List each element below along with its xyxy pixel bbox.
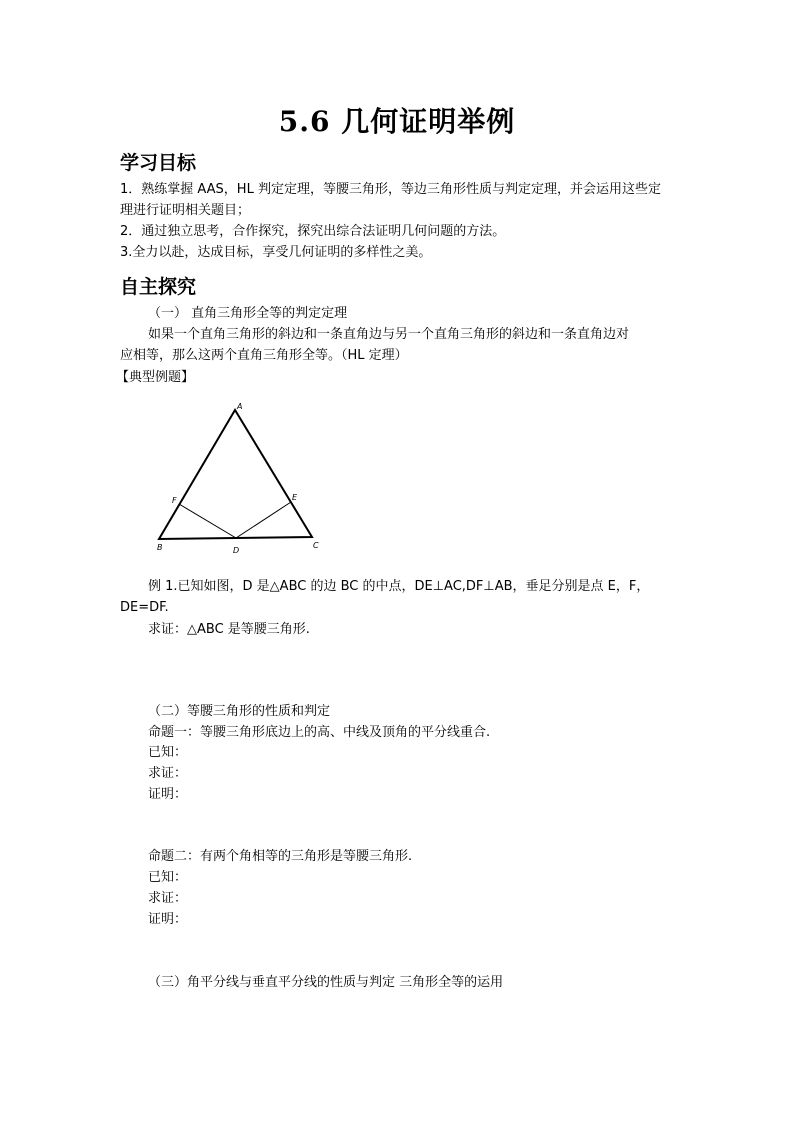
- section-2-title: （二）等腰三角形的性质和判定: [148, 704, 331, 719]
- proposition-2: 命题二：有两个角相等的三角形是等腰三角形.: [148, 849, 413, 864]
- goal-line-1: 1．熟练掌握 AAS，HL 判定定理，等腰三角形，等边三角形性质与判定定理，并会运用这些定: [120, 182, 661, 197]
- prop1-to-prove: 求证：: [148, 766, 188, 781]
- segment-de: [236, 502, 291, 538]
- learning-goals-heading: 学习目标: [120, 152, 197, 174]
- example-1-line-1: 例 1.已知如图，D 是△ABC 的边 BC 的中点，DE⊥AC,DF⊥AB，垂足分别是点 E，F，: [148, 579, 650, 594]
- goal-line-3: 3.全力以赴，达成目标，享受几何证明的多样性之美。: [120, 245, 432, 260]
- proposition-1: 命题一：等腰三角形底边上的高、中线及顶角的平分线重合.: [148, 725, 491, 740]
- self-explore-heading: 自主探究: [120, 276, 197, 298]
- label-e: E: [292, 493, 298, 502]
- section-1-title: （一） 直角三角形全等的判定定理: [148, 306, 348, 321]
- prop1-proof: 证明：: [148, 787, 188, 802]
- segment-df: [179, 504, 236, 538]
- example-1-line-2: DE=DF.: [120, 600, 169, 615]
- triangle-figure: [150, 400, 330, 560]
- label-d: D: [233, 546, 240, 555]
- hl-theorem-text-2: 应相等，那么这两个直角三角形全等。（HL 定理）: [120, 348, 408, 363]
- section-3-title: （三）角平分线与垂直平分线的性质与判定 三角形全等的运用: [148, 975, 504, 990]
- goal-line-1-cont: 理进行证明相关题目；: [120, 203, 251, 218]
- prop2-to-prove: 求证：: [148, 891, 188, 906]
- label-c: C: [313, 541, 319, 550]
- prop1-given: 已知：: [148, 745, 188, 760]
- triangle-abc: [159, 410, 312, 539]
- label-f: F: [172, 496, 177, 505]
- example-label: 【典型例题】: [116, 370, 195, 385]
- example-1-prove: 求证：△ABC 是等腰三角形.: [148, 622, 310, 637]
- label-a: A: [237, 402, 243, 411]
- page-title: 5.6 几何证明举例: [278, 105, 516, 138]
- hl-theorem-text-1: 如果一个直角三角形的斜边和一条直角边与另一个直角三角形的斜边和一条直角边对: [148, 327, 630, 342]
- goal-line-2: 2．通过独立思考，合作探究，探究出综合法证明几何问题的方法。: [120, 224, 506, 239]
- prop2-given: 已知：: [148, 870, 188, 885]
- prop2-proof: 证明：: [148, 912, 188, 927]
- label-b: B: [157, 543, 163, 552]
